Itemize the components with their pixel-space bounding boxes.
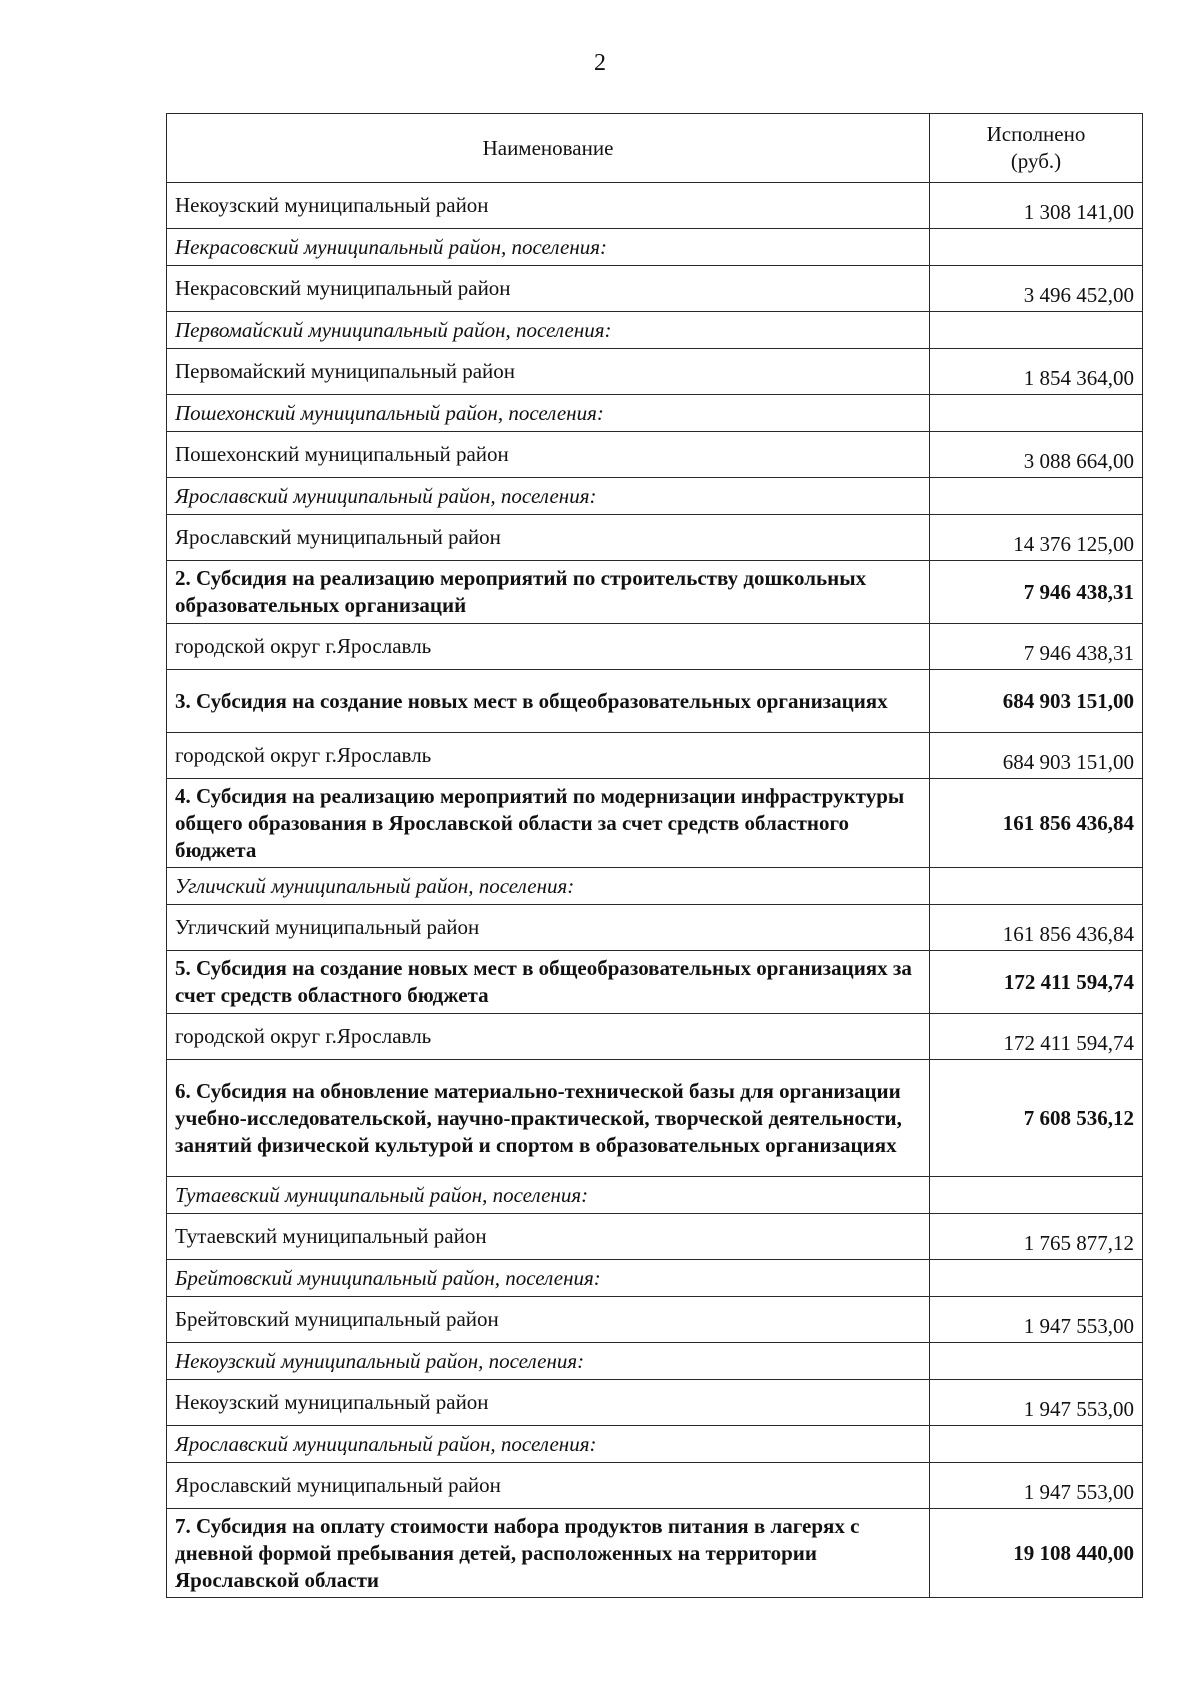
table-row — [167, 395, 1143, 432]
header-value-line2: (руб.) — [1010, 149, 1062, 173]
row-value: 19 108 440,00 — [930, 1509, 1143, 1598]
table-row — [167, 868, 1143, 905]
row-name: Ярославский муниципальный район, поселения: — [167, 1426, 930, 1463]
table-row — [167, 1060, 1143, 1177]
table-row — [167, 1214, 1143, 1260]
table-row — [167, 779, 1143, 868]
row-name: 3. Субсидия на создание новых мест в общеобразовательных организациях — [167, 670, 930, 733]
table-row — [167, 266, 1143, 312]
row-value — [930, 395, 1143, 432]
row-name: Ярославский муниципальный район, поселения: — [167, 478, 930, 515]
table-row — [167, 1343, 1143, 1380]
row-name: 5. Субсидия на создание новых мест в общеобразовательных организациях за счет средств областного бюджета — [167, 951, 930, 1014]
header-value-line1: Исполнено — [986, 122, 1086, 146]
row-value: 1 854 364,00 — [930, 349, 1143, 395]
table-row — [167, 905, 1143, 951]
table-row — [167, 349, 1143, 395]
row-name: Некрасовский муниципальный район — [167, 266, 930, 312]
row-value: 14 376 125,00 — [930, 515, 1143, 561]
row-value — [930, 1343, 1143, 1380]
row-name: Некоузский муниципальный район — [167, 1380, 930, 1426]
row-value: 3 496 452,00 — [930, 266, 1143, 312]
table-row — [167, 1177, 1143, 1214]
row-value: 684 903 151,00 — [930, 733, 1143, 779]
table-row — [167, 1014, 1143, 1060]
table-row — [167, 1426, 1143, 1463]
row-name: Пошехонский муниципальный район — [167, 432, 930, 478]
row-name: Тутаевский муниципальный район — [167, 1214, 930, 1260]
row-value: 7 946 438,31 — [930, 624, 1143, 670]
row-name: 4. Субсидия на реализацию мероприятий по модернизации инфраструктуры общего образования в Ярославской области за счет средств областного бюджета — [167, 779, 930, 868]
row-name: 6. Субсидия на обновление материально-технической базы для организации учебно-исследовательской, научно-практической, творческой деятельности, занятий физической культурой и спортом в образовательных организациях — [167, 1060, 930, 1177]
row-name: Угличский муниципальный район — [167, 905, 930, 951]
row-value: 172 411 594,74 — [930, 951, 1143, 1014]
row-name: городской округ г.Ярославль — [167, 1014, 930, 1060]
row-name: Пошехонский муниципальный район, поселения: — [167, 395, 930, 432]
row-value — [930, 1260, 1143, 1297]
row-value: 1 947 553,00 — [930, 1297, 1143, 1343]
row-name: Ярославский муниципальный район — [167, 515, 930, 561]
table-row — [167, 1380, 1143, 1426]
row-value — [930, 312, 1143, 349]
table-row — [167, 229, 1143, 266]
table-row — [167, 515, 1143, 561]
table-row — [167, 432, 1143, 478]
table-row — [167, 733, 1143, 779]
table-row — [167, 1297, 1143, 1343]
table-row — [167, 561, 1143, 624]
page-number: 2 — [594, 50, 606, 76]
row-name: 7. Субсидия на оплату стоимости набора продуктов питания в лагерях с дневной формой пребывания детей, расположенных на территории Ярославской области — [167, 1509, 930, 1598]
row-value — [930, 1177, 1143, 1214]
table-row — [167, 478, 1143, 515]
row-name: Некоузский муниципальный район, поселения: — [167, 1343, 930, 1380]
budget-table — [166, 113, 1143, 1598]
row-value: 3 088 664,00 — [930, 432, 1143, 478]
header-value — [930, 114, 1143, 183]
row-value: 7 946 438,31 — [930, 561, 1143, 624]
row-name: городской округ г.Ярославль — [167, 733, 930, 779]
table-header-row — [167, 114, 1143, 183]
table-row — [167, 1463, 1143, 1509]
row-value: 7 608 536,12 — [930, 1060, 1143, 1177]
table-row — [167, 312, 1143, 349]
row-value — [930, 229, 1143, 266]
row-name: Брейтовский муниципальный район, поселения: — [167, 1260, 930, 1297]
table-row — [167, 670, 1143, 733]
row-name: городской округ г.Ярославль — [167, 624, 930, 670]
table-row — [167, 624, 1143, 670]
row-value: 1 765 877,12 — [930, 1214, 1143, 1260]
row-value: 684 903 151,00 — [930, 670, 1143, 733]
row-name: Первомайский муниципальный район — [167, 349, 930, 395]
row-value: 172 411 594,74 — [930, 1014, 1143, 1060]
row-value: 1 947 553,00 — [930, 1463, 1143, 1509]
table-row — [167, 1260, 1143, 1297]
row-name: Ярославский муниципальный район — [167, 1463, 930, 1509]
row-value — [930, 1426, 1143, 1463]
row-name: Некрасовский муниципальный район, поселения: — [167, 229, 930, 266]
table-body — [167, 183, 1143, 1598]
header-name: Наименование — [167, 114, 930, 183]
row-value — [930, 868, 1143, 905]
row-name: Угличский муниципальный район, поселения: — [167, 868, 930, 905]
row-value: 1 308 141,00 — [930, 183, 1143, 229]
row-value: 161 856 436,84 — [930, 905, 1143, 951]
table-row — [167, 1509, 1143, 1598]
table-row — [167, 183, 1143, 229]
row-value: 161 856 436,84 — [930, 779, 1143, 868]
row-value: 1 947 553,00 — [930, 1380, 1143, 1426]
row-name: 2. Субсидия на реализацию мероприятий по строительству дошкольных образовательных организаций — [167, 561, 930, 624]
row-name: Брейтовский муниципальный район — [167, 1297, 930, 1343]
row-value — [930, 478, 1143, 515]
row-name: Некоузский муниципальный район — [167, 183, 930, 229]
row-name: Тутаевский муниципальный район, поселения: — [167, 1177, 930, 1214]
table-row — [167, 951, 1143, 1014]
row-name: Первомайский муниципальный район, поселения: — [167, 312, 930, 349]
